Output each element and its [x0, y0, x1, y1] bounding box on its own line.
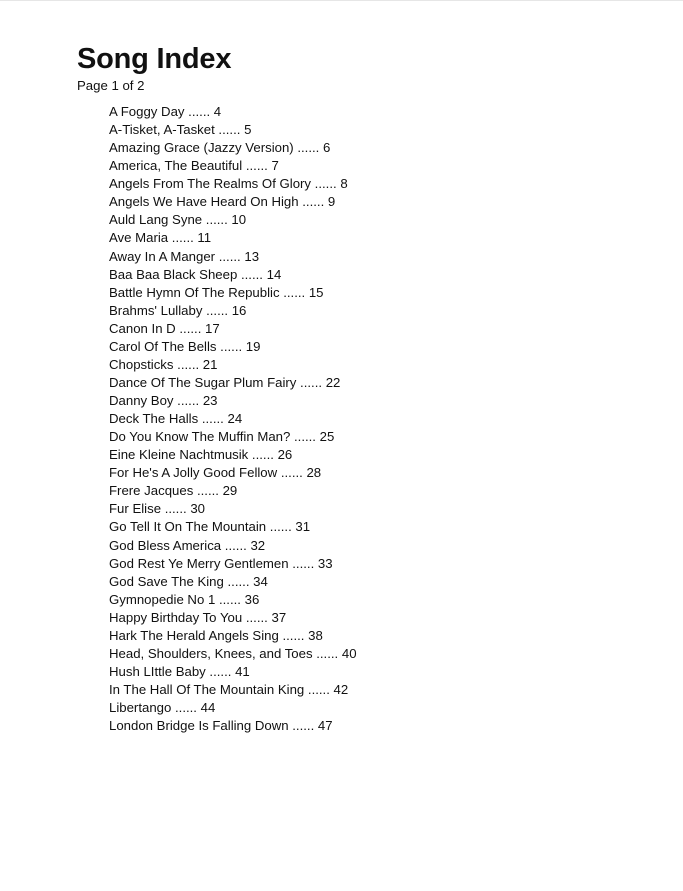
song-index-entry: God Save The King ...... 34	[109, 573, 268, 589]
song-index-entry: A Foggy Day ...... 4	[109, 104, 222, 119]
song-index-entry: Head, Shoulders, Knees, and Toes ...... 40	[109, 645, 357, 661]
song-index-entry: Go Tell It On The Mountain ...... 31	[109, 519, 311, 535]
song-index-entry: Angels From The Realms Of Glory ...... 8	[109, 176, 348, 192]
song-index-entry: For He's A Jolly Good Fellow ...... 28	[109, 465, 322, 481]
song-index-entry: Gymnopedie No 1 ...... 36	[109, 591, 260, 607]
song-index-entry: Hush LIttle Baby ...... 41	[109, 663, 250, 679]
song-index-entry: Hark The Herald Angels Sing ...... 38	[109, 627, 323, 643]
song-index-entry: Brahms' Lullaby ...... 16	[109, 302, 247, 318]
song-index-entry: Fur Elise ...... 30	[109, 501, 206, 517]
song-index-entry: Deck The Halls ...... 24	[109, 411, 243, 427]
song-index-entry: Danny Boy ...... 23	[109, 393, 218, 408]
song-index-entry: London Bridge Is Falling Down ...... 47	[109, 718, 333, 734]
song-index-entry: America, The Beautiful ...... 7	[109, 158, 279, 174]
song-index-entry: Baa Baa Black Sheep ...... 14	[109, 266, 282, 282]
page-title: Song Index	[77, 43, 232, 75]
song-index-entry: Frere Jacques ...... 29	[109, 483, 238, 499]
page-indicator: Page 1 of 2	[77, 78, 145, 93]
song-index-entry: Auld Lang Syne ...... 10	[109, 212, 247, 228]
song-index-entry: Dance Of The Sugar Plum Fairy ...... 22	[109, 374, 341, 390]
song-index-entry: In The Hall Of The Mountain King ...... 42	[109, 682, 349, 697]
song-index-list	[109, 103, 637, 735]
song-index-entry: God Rest Ye Merry Gentlemen ...... 33	[109, 555, 333, 571]
song-index-entry: Libertango ...... 44	[109, 700, 216, 716]
page-top-border	[0, 0, 683, 1]
song-index-entry: Angels We Have Heard On High ...... 9	[109, 194, 336, 210]
song-index-entry: Battle Hymn Of The Republic ...... 15	[109, 284, 324, 300]
song-index-entry: A-Tisket, A-Tasket ...... 5	[109, 122, 252, 138]
song-index-entry: Eine Kleine Nachtmusik ...... 26	[109, 447, 293, 463]
song-index-entry: Chopsticks ...... 21	[109, 356, 218, 372]
song-index-entry: Canon In D ...... 17	[109, 320, 220, 336]
song-index-entry: Carol Of The Bells ...... 19	[109, 338, 261, 354]
song-index-entry: God Bless America ...... 32	[109, 537, 266, 553]
song-index-entry: Amazing Grace (Jazzy Version) ...... 6	[109, 140, 331, 156]
song-index-entry: Do You Know The Muffin Man? ...... 25	[109, 429, 335, 445]
song-index-entry: Ave Maria ...... 11	[109, 230, 212, 246]
song-index-entry: Happy Birthday To You ...... 37	[109, 609, 287, 625]
document-page	[77, 42, 637, 735]
song-index-entry: Away In A Manger ...... 13	[109, 248, 260, 264]
